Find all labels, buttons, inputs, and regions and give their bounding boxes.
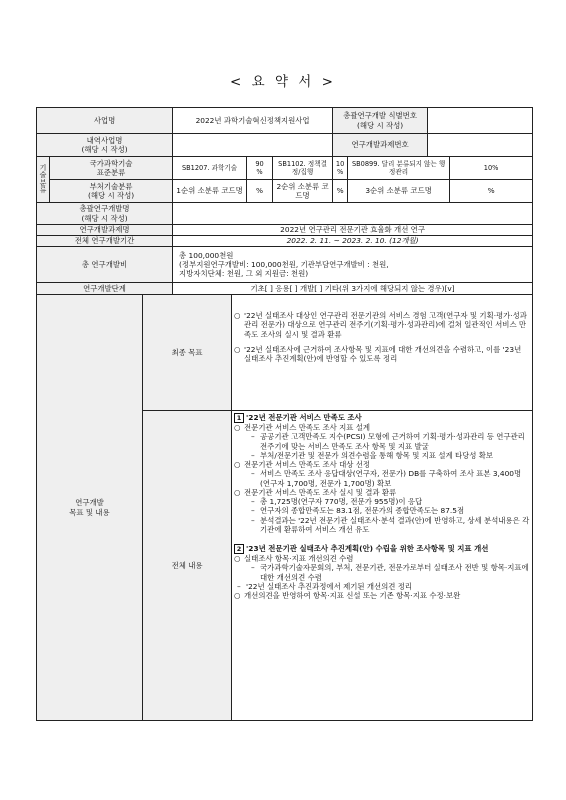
s2-bullet-2: ○ 개선의견을 반영하여 항목·지표 신설 또는 기존 항목·지표 수정·보완 xyxy=(234,591,530,600)
task-name-value: 2022년 연구관리 전문기관 효율화 개선 연구 xyxy=(173,225,533,236)
std-class-3: SB0899. 달리 분류되지 않는 행정관리 xyxy=(348,157,450,180)
final-goal-label: 최종 목표 xyxy=(143,295,232,411)
total-cost-line-1: 총 100,000천원 xyxy=(179,250,234,260)
task-name-label: 연구개발과제명 xyxy=(37,225,173,236)
s1-bullet-1: ○ 전문기관 서비스 만족도 조사 지표 설계 xyxy=(234,423,530,432)
goals-side-label: 연구개발 목표 및 내용 xyxy=(37,295,143,721)
s1-bullet-3: ○ 전문기관 서비스 만족도 조사 실시 및 결과 환류 xyxy=(234,488,530,497)
total-rnd-name-value xyxy=(173,203,533,225)
stage-value: 기초[ ] 응용[ ] 개발[ ] 기타(위 3가지에 해당되지 않는 경우)[v] xyxy=(173,283,533,295)
task-number-label: 연구개발과제번호 xyxy=(333,134,428,157)
total-cost-value xyxy=(173,247,533,283)
std-class-3-percent: 10% xyxy=(450,157,533,180)
std-class-1-percent: 90 % xyxy=(247,157,273,180)
total-project-id-label: 총괄연구개발 식별번호 (해당 시 작성) xyxy=(333,108,428,134)
project-name-label: 사업명 xyxy=(37,108,173,134)
s1-bullet-2-detail-1: – 서비스 만족도 조사 응답대상(연구자, 전문가) DB를 구축하여 조사 표본 3,400명 (연구자 1,700명, 전문가 1,700명) 확보 xyxy=(234,469,530,488)
total-cost-line-3: 지방자치단체: 천원, 그 외 지원금: 천원) xyxy=(179,269,309,279)
s1-bullet-2: ○ 전문기관 서비스 만족도 조사 대상 선정 xyxy=(234,460,530,469)
task-number-value xyxy=(428,134,533,157)
period-value: 2022. 2. 11. ~ 2023. 2. 10. (12개월) xyxy=(173,236,533,247)
s1-bullet-1-detail-2: – 부처/전문기관 및 전문가 의견수렴을 통해 항목 및 지표 설계 타당성 확보 xyxy=(234,451,530,460)
std-class-2: SB1102. 정책결정/집행 xyxy=(273,157,333,180)
final-goal-item-1: ○ '22년 실태조사 대상인 연구관리 전문기관의 서비스 경험 고객(연구자 및 기획·평가·성과관리 전문가) 대상으로 연구관리 전주기(기획·평가·성과관리)에 걸쳐 일관적인 서비스 만족도 조사의 실시 및 결과 환류 xyxy=(234,311,530,339)
stage-label: 연구개발단계 xyxy=(37,283,173,295)
ministry-class-2: 2순위 소분류 코드명 xyxy=(273,180,333,203)
ministry-class-1-percent: % xyxy=(247,180,273,203)
document-title: < 요 약 서 > xyxy=(230,74,336,90)
sub-project-name-label: 내역사업명 (해당 시 작성) xyxy=(37,134,173,157)
ministry-class-2-percent: % xyxy=(333,180,348,203)
tech-classification-side-label: 기 술 분 류 xyxy=(37,157,50,203)
total-cost-label: 총 연구개발비 xyxy=(37,247,173,283)
s2-bullet-1-detail-1: – 국가과학기술자문회의, 부처, 전문기관, 전문가로부터 실태조사 전반 및 항목·지표에 대한 개선의견 수렴 xyxy=(234,563,530,582)
total-cost-line-2: (정부지원연구개발비: 100,000천원, 기관부담연구개발비 : 천원, xyxy=(179,259,389,269)
national-std-class-label: 국가과학기술 표준분류 xyxy=(50,157,173,180)
section-2-title: '23년 전문기관 실태조사 추진계획(안) 수립을 위한 조사항목 및 지표 개선 xyxy=(246,544,489,553)
total-project-id-value xyxy=(428,108,533,134)
ministry-class-3-percent: % xyxy=(450,180,533,203)
s2-detail-2: – '22년 실태조사 추진과정에서 제기된 개선의견 정리 xyxy=(234,582,530,591)
ministry-tech-class-label: 부처기술분류 (해당 시 작성) xyxy=(50,180,173,203)
total-rnd-name-label: 총괄연구개발명 (해당 시 작성) xyxy=(37,203,173,225)
full-content-label: 전체 내용 xyxy=(143,411,232,721)
project-name-value: 2022년 과학기술혁신정책지원사업 xyxy=(173,108,333,134)
section-2-number: 2 xyxy=(234,544,244,554)
section-1-title: '22년 전문기관 서비스 만족도 조사 xyxy=(246,413,362,422)
full-content xyxy=(232,411,533,721)
std-class-1: SB1207. 과학기술 xyxy=(173,157,247,180)
ministry-class-3: 3순위 소분류 코드명 xyxy=(348,180,450,203)
ministry-class-1: 1순위 소분류 코드명 xyxy=(173,180,247,203)
s1-bullet-1-detail-1: – 공공기관 고객만족도 지수(PCSI) 모형에 근거하여 기획·평가·성과관리 등 연구관리 전주기에 맞는 서비스 만족도 조사 항목 및 지표 발굴 xyxy=(234,432,530,451)
s2-bullet-1: ○ 실태조사 항목·지표 개선의견 수렴 xyxy=(234,554,530,563)
s1-bullet-3-detail-2: – 연구자의 종합만족도는 83.1점, 전문가의 종합만족도는 87.5점 xyxy=(234,506,530,515)
summary-table xyxy=(36,107,533,721)
final-goal-content xyxy=(232,295,533,411)
s1-bullet-3-detail-3: – 분석결과는 '22년 전문기관 실태조사·분석 결과(안)에 반영하고, 상세 분석내용은 각 기관에 환류하여 서비스 개선 유도 xyxy=(234,516,530,535)
sub-project-name-value xyxy=(173,134,333,157)
std-class-2-percent: 10 % xyxy=(333,157,348,180)
s1-bullet-3-detail-1: – 총 1,725명(연구자 770명, 전문가 955명)이 응답 xyxy=(234,497,530,506)
section-1-number: 1 xyxy=(234,413,244,423)
period-label: 전체 연구개발기간 xyxy=(37,236,173,247)
final-goal-item-2: ○ '22년 실태조사에 근거하여 조사항목 및 지표에 대한 개선의견을 수렴하고, 이를 '23년 실태조사 추진계획(안)에 반영할 수 있도록 정리 xyxy=(234,345,530,364)
